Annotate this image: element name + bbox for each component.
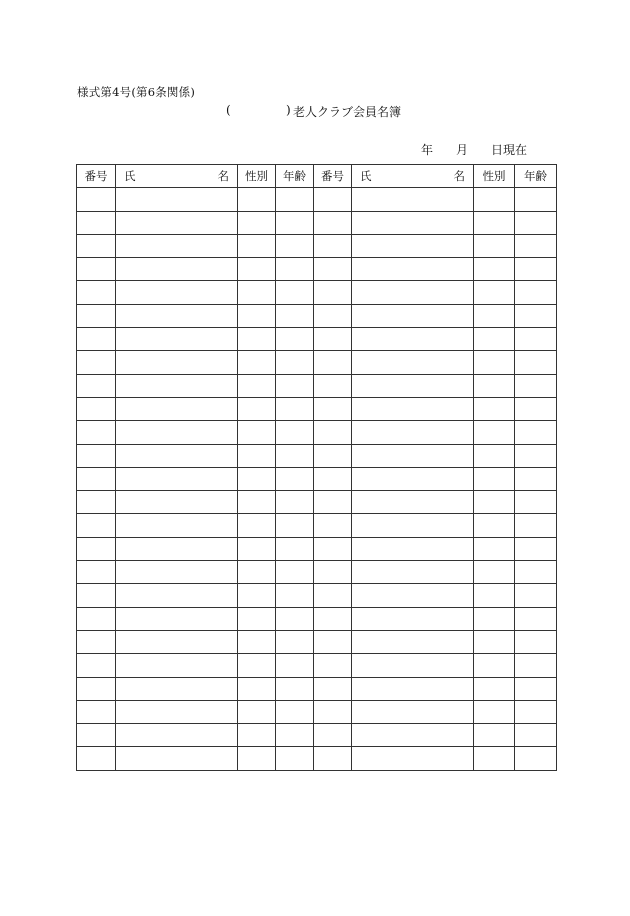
cell-gender-right [474, 491, 515, 514]
table-row [77, 234, 557, 257]
cell-gender-left [238, 537, 276, 560]
cell-number-right [314, 584, 352, 607]
cell-age-right [515, 188, 557, 211]
cell-gender-right [474, 467, 515, 490]
cell-age-left [276, 654, 314, 677]
cell-number-right [314, 328, 352, 351]
table-row [77, 304, 557, 327]
cell-name-left [116, 374, 238, 397]
cell-gender-left [238, 258, 276, 281]
cell-name-right [352, 467, 474, 490]
header-age-right: 年齢 [515, 165, 557, 188]
table-row [77, 747, 557, 770]
cell-name-right [352, 724, 474, 747]
cell-gender-right [474, 654, 515, 677]
cell-age-right [515, 374, 557, 397]
cell-age-left [276, 584, 314, 607]
cell-age-right [515, 537, 557, 560]
cell-gender-left [238, 584, 276, 607]
cell-name-left [116, 514, 238, 537]
cell-age-right [515, 700, 557, 723]
cell-gender-left [238, 421, 276, 444]
cell-number-left [77, 607, 116, 630]
form-number: 様式第4号(第6条関係) [77, 85, 196, 99]
cell-name-right [352, 328, 474, 351]
cell-gender-right [474, 537, 515, 560]
table-row [77, 584, 557, 607]
cell-gender-left [238, 328, 276, 351]
cell-age-right [515, 654, 557, 677]
cell-age-left [276, 211, 314, 234]
table-row [77, 654, 557, 677]
as-of-date [0, 141, 630, 159]
cell-name-right [352, 514, 474, 537]
cell-gender-left [238, 514, 276, 537]
header-age-left: 年齢 [276, 165, 314, 188]
title-text: 老人クラブ会員名簿 [293, 105, 402, 119]
cell-name-right [352, 654, 474, 677]
cell-number-left [77, 188, 116, 211]
date-year-label: 年 [421, 143, 434, 157]
document-title [0, 103, 630, 121]
table-row [77, 374, 557, 397]
cell-name-left [116, 724, 238, 747]
cell-gender-right [474, 328, 515, 351]
title-paren-close: ) [286, 103, 291, 117]
cell-gender-right [474, 281, 515, 304]
cell-gender-right [474, 258, 515, 281]
cell-name-left [116, 747, 238, 770]
cell-name-left [116, 351, 238, 374]
cell-name-right [352, 374, 474, 397]
cell-number-left [77, 630, 116, 653]
cell-gender-right [474, 677, 515, 700]
cell-age-right [515, 677, 557, 700]
table-row [77, 188, 557, 211]
cell-number-right [314, 258, 352, 281]
cell-gender-left [238, 374, 276, 397]
cell-number-right [314, 397, 352, 420]
cell-gender-right [474, 421, 515, 444]
cell-gender-left [238, 467, 276, 490]
table-row [77, 537, 557, 560]
cell-gender-left [238, 561, 276, 584]
cell-number-left [77, 700, 116, 723]
cell-number-right [314, 444, 352, 467]
header-number-right: 番号 [314, 165, 352, 188]
table-row [77, 421, 557, 444]
cell-name-right [352, 677, 474, 700]
cell-age-left [276, 607, 314, 630]
cell-name-right [352, 537, 474, 560]
cell-age-right [515, 491, 557, 514]
cell-gender-left [238, 724, 276, 747]
cell-name-left [116, 467, 238, 490]
cell-number-right [314, 677, 352, 700]
cell-name-right [352, 421, 474, 444]
cell-name-left [116, 234, 238, 257]
date-day-label: 日現在 [491, 143, 528, 157]
header-name-left-given: 名 [217, 169, 229, 184]
cell-gender-left [238, 654, 276, 677]
cell-number-left [77, 328, 116, 351]
cell-gender-left [238, 747, 276, 770]
cell-number-right [314, 281, 352, 304]
cell-number-right [314, 700, 352, 723]
table-row [77, 281, 557, 304]
cell-age-left [276, 491, 314, 514]
cell-age-left [276, 467, 314, 490]
cell-age-left [276, 514, 314, 537]
cell-number-left [77, 351, 116, 374]
cell-age-right [515, 211, 557, 234]
cell-number-right [314, 747, 352, 770]
cell-number-left [77, 514, 116, 537]
cell-age-left [276, 374, 314, 397]
table-row [77, 491, 557, 514]
cell-number-right [314, 607, 352, 630]
cell-name-right [352, 304, 474, 327]
cell-age-right [515, 351, 557, 374]
table-row [77, 514, 557, 537]
table-row [77, 561, 557, 584]
cell-gender-right [474, 747, 515, 770]
date-month-label: 月 [456, 143, 469, 157]
cell-age-left [276, 700, 314, 723]
cell-gender-left [238, 188, 276, 211]
cell-number-right [314, 537, 352, 560]
table-row [77, 211, 557, 234]
cell-number-right [314, 304, 352, 327]
table-header-row [77, 165, 557, 188]
cell-gender-right [474, 374, 515, 397]
cell-number-left [77, 374, 116, 397]
cell-name-left [116, 211, 238, 234]
cell-number-left [77, 421, 116, 444]
cell-name-left [116, 281, 238, 304]
table-row [77, 607, 557, 630]
cell-gender-left [238, 700, 276, 723]
cell-gender-right [474, 211, 515, 234]
cell-number-right [314, 630, 352, 653]
cell-age-right [515, 747, 557, 770]
cell-name-left [116, 607, 238, 630]
cell-name-left [116, 654, 238, 677]
cell-name-right [352, 561, 474, 584]
cell-number-left [77, 747, 116, 770]
cell-age-right [515, 234, 557, 257]
cell-name-left [116, 537, 238, 560]
cell-number-left [77, 724, 116, 747]
cell-number-left [77, 258, 116, 281]
table-row [77, 328, 557, 351]
cell-name-left [116, 561, 238, 584]
cell-gender-right [474, 234, 515, 257]
cell-gender-right [474, 607, 515, 630]
cell-number-left [77, 281, 116, 304]
cell-age-right [515, 607, 557, 630]
cell-age-right [515, 724, 557, 747]
cell-age-right [515, 328, 557, 351]
cell-name-right [352, 351, 474, 374]
cell-gender-left [238, 397, 276, 420]
cell-age-right [515, 258, 557, 281]
cell-number-right [314, 654, 352, 677]
cell-number-left [77, 584, 116, 607]
cell-gender-right [474, 630, 515, 653]
cell-name-left [116, 304, 238, 327]
cell-name-right [352, 258, 474, 281]
cell-number-left [77, 444, 116, 467]
cell-gender-right [474, 397, 515, 420]
cell-gender-left [238, 304, 276, 327]
cell-number-left [77, 234, 116, 257]
cell-age-right [515, 304, 557, 327]
cell-name-right [352, 491, 474, 514]
table-row [77, 397, 557, 420]
cell-name-right [352, 700, 474, 723]
cell-name-right [352, 211, 474, 234]
cell-number-right [314, 514, 352, 537]
cell-number-right [314, 211, 352, 234]
header-name-right-surname: 氏 [360, 169, 372, 184]
cell-age-left [276, 281, 314, 304]
cell-number-right [314, 351, 352, 374]
cell-gender-right [474, 584, 515, 607]
cell-age-left [276, 444, 314, 467]
cell-age-right [515, 281, 557, 304]
cell-name-left [116, 421, 238, 444]
cell-age-left [276, 561, 314, 584]
header-gender-right: 性別 [474, 165, 515, 188]
cell-number-right [314, 234, 352, 257]
cell-age-right [515, 630, 557, 653]
cell-age-left [276, 630, 314, 653]
cell-name-left [116, 491, 238, 514]
cell-age-left [276, 188, 314, 211]
header-gender-left: 性別 [238, 165, 276, 188]
cell-name-right [352, 188, 474, 211]
member-roster-table [76, 164, 557, 771]
cell-number-right [314, 421, 352, 444]
header-name-right [352, 165, 474, 188]
header-name-right-given: 名 [453, 169, 465, 184]
cell-age-left [276, 677, 314, 700]
cell-number-left [77, 537, 116, 560]
cell-age-left [276, 747, 314, 770]
title-paren-open: ( [226, 103, 231, 117]
cell-age-left [276, 258, 314, 281]
cell-name-left [116, 188, 238, 211]
cell-number-left [77, 467, 116, 490]
cell-age-left [276, 537, 314, 560]
cell-gender-left [238, 607, 276, 630]
cell-age-left [276, 351, 314, 374]
header-name-left [116, 165, 238, 188]
cell-gender-right [474, 304, 515, 327]
cell-gender-right [474, 724, 515, 747]
table-row [77, 630, 557, 653]
table-row [77, 351, 557, 374]
cell-name-right [352, 747, 474, 770]
cell-name-right [352, 397, 474, 420]
cell-age-left [276, 724, 314, 747]
cell-name-right [352, 607, 474, 630]
cell-age-right [515, 421, 557, 444]
cell-age-right [515, 467, 557, 490]
table-row [77, 467, 557, 490]
cell-age-left [276, 397, 314, 420]
cell-name-left [116, 397, 238, 420]
roster-body [77, 188, 557, 770]
cell-number-left [77, 654, 116, 677]
cell-gender-right [474, 561, 515, 584]
cell-number-right [314, 467, 352, 490]
cell-gender-left [238, 444, 276, 467]
cell-age-left [276, 328, 314, 351]
cell-number-left [77, 677, 116, 700]
cell-name-left [116, 584, 238, 607]
cell-number-left [77, 397, 116, 420]
cell-name-right [352, 630, 474, 653]
table-row [77, 677, 557, 700]
header-name-left-surname: 氏 [124, 169, 136, 184]
cell-age-right [515, 514, 557, 537]
cell-name-left [116, 444, 238, 467]
cell-name-right [352, 444, 474, 467]
cell-age-left [276, 304, 314, 327]
cell-age-right [515, 397, 557, 420]
cell-name-left [116, 328, 238, 351]
cell-age-right [515, 561, 557, 584]
cell-number-right [314, 491, 352, 514]
cell-age-right [515, 584, 557, 607]
cell-gender-right [474, 188, 515, 211]
cell-name-right [352, 584, 474, 607]
cell-gender-left [238, 234, 276, 257]
cell-name-right [352, 281, 474, 304]
header-number-left: 番号 [77, 165, 116, 188]
cell-age-left [276, 234, 314, 257]
cell-age-right [515, 444, 557, 467]
cell-name-left [116, 258, 238, 281]
cell-gender-left [238, 630, 276, 653]
cell-number-left [77, 211, 116, 234]
cell-number-right [314, 374, 352, 397]
cell-gender-left [238, 281, 276, 304]
cell-gender-left [238, 491, 276, 514]
cell-gender-left [238, 677, 276, 700]
cell-age-left [276, 421, 314, 444]
cell-gender-left [238, 351, 276, 374]
cell-number-left [77, 304, 116, 327]
cell-gender-right [474, 444, 515, 467]
cell-number-left [77, 561, 116, 584]
cell-number-right [314, 561, 352, 584]
table-row [77, 700, 557, 723]
cell-gender-left [238, 211, 276, 234]
cell-name-left [116, 677, 238, 700]
cell-name-left [116, 700, 238, 723]
cell-number-right [314, 724, 352, 747]
cell-name-left [116, 630, 238, 653]
cell-gender-right [474, 700, 515, 723]
table-row [77, 258, 557, 281]
cell-number-right [314, 188, 352, 211]
table-row [77, 724, 557, 747]
cell-gender-right [474, 351, 515, 374]
cell-number-left [77, 491, 116, 514]
cell-gender-right [474, 514, 515, 537]
cell-name-right [352, 234, 474, 257]
table-row [77, 444, 557, 467]
